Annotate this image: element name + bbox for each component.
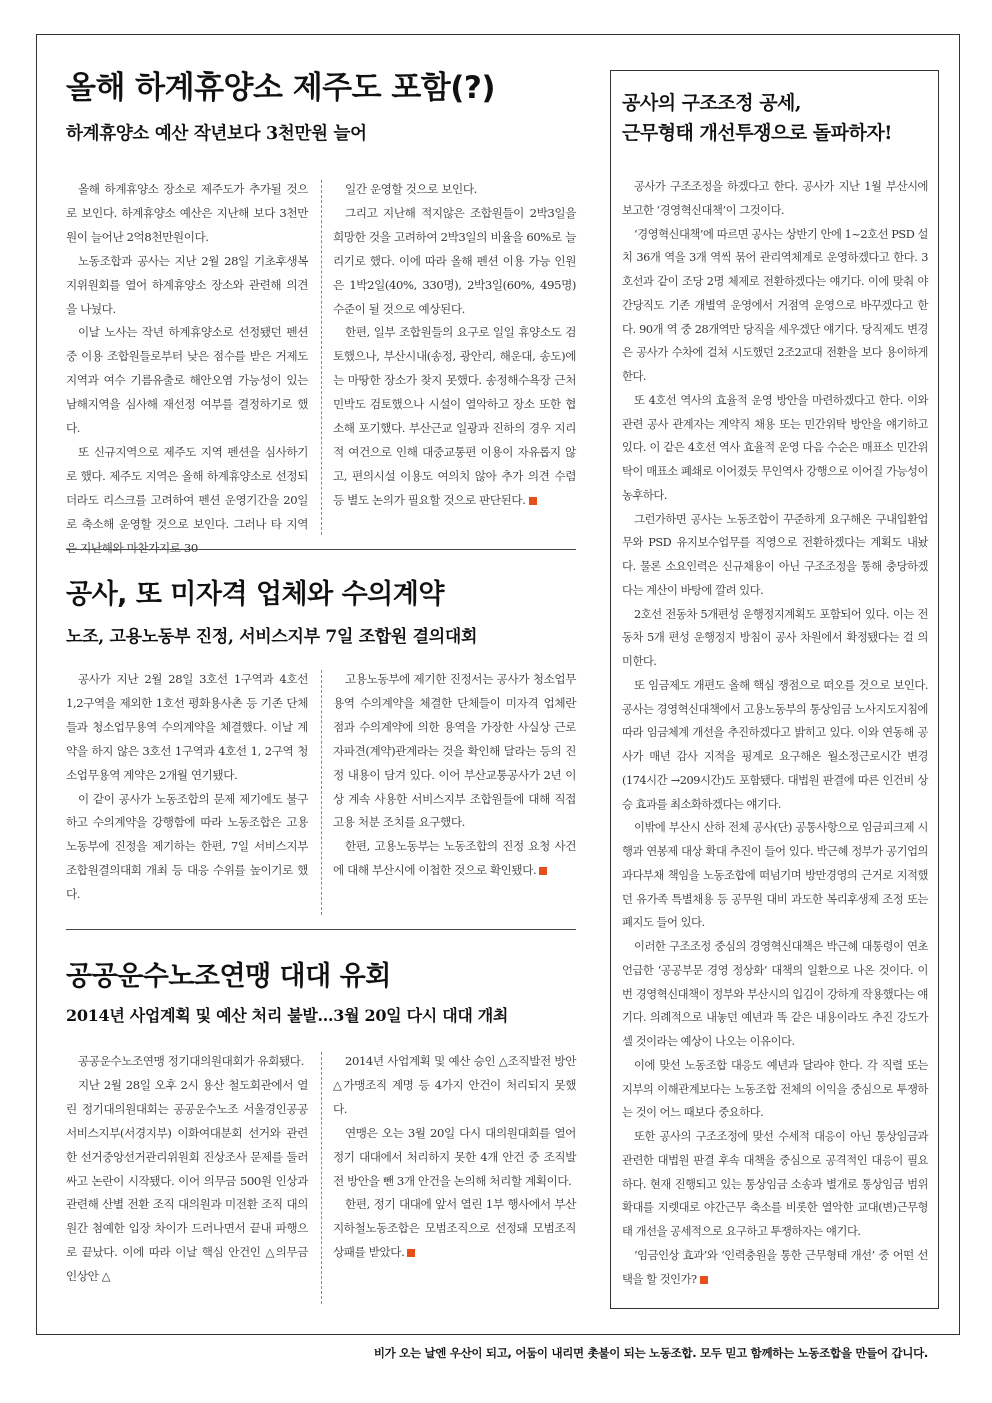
paragraph: 이러한 구조조정 중심의 경영혁신대책은 박근혜 대통령이 연초 언급한 ‘공공부문 경영 정상화’ 대책의 일환으로 나온 것이다. 이번 경영혁신대책이 정부와 부산시의 입김이 강하게 작용했다는 얘기다. 의례적으로 내놓던 예년과 똑 같은 내용이라도 추진 강도가 셀 것이라는 예상이 나오는 이유이다. [622,940,928,1048]
column-divider [321,670,322,915]
paragraph: 그런가하면 공사는 노동조합이 꾸준하게 요구해온 구내입환업무와 PSD 유지보수업무를 직영으로 전환하겠다는 계획도 내놨다. 물론 소요인력은 신규채용이 아닌 구조조정을 통해 충당하겠다는 계산이 바탕에 깔려 있다. [622,512,928,597]
paragraph: 이 같이 공사가 노동조합의 문제 제기에도 불구하고 수의계약을 강행함에 따라 노동조합은 고용노동부에 진정을 제기하는 한편, 7일 서비스지부 조합원결의대회 개최 등 대응 수위를 높이기로 했다. [66,791,308,902]
paragraph: 이날 노사는 작년 하계휴양소로 선정됐던 펜션 중 이용 조합원들로부터 낮은 점수를 받은 거제도 지역과 여수 기름유출로 해안오염 가능성이 있는 남해지역을 심사해 재선정 여부를 결정하기로 했다. [66,325,308,436]
article3-headline: 공공운수노조연맹 대대 유회 [66,961,391,992]
editorial-title-line1: 공사의 구조조정 공세, [622,92,802,114]
section-rule [66,549,576,550]
paragraph: 공공운수노조연맹 정기대의원대회가 유회됐다. [78,1054,304,1068]
end-mark-icon [529,497,537,505]
paragraph: 공사가 구조조정을 하겠다고 한다. 공사가 지난 1월 부산시에 보고한 ‘경영혁신대책’이 그것이다. [622,180,928,217]
article2-column-right [333,668,576,921]
editorial-body [622,175,928,1305]
paragraph: 한편, 일부 조합원들의 요구로 일일 휴양소도 검토했으나, 부산시내(송정, 광안리, 해운대, 송도)에는 마땅한 장소가 찾지 못했다. 송정해수욕장 근처 민박도 검토했으나 시설이 열악하고 장소 또한 협소해 포기했다. 부산근교 일광과 진하의 경우 지리적 여건으로 인해 대중교통편 이용이 자유롭지 않고, 편의시설 이용도 여의치 않아 추가 의견 수렴 등 별도 논의가 필요할 것으로 판단된다. [333,325,576,507]
article1-column-right [333,178,576,540]
paragraph: 노동조합과 공사는 지난 2월 28일 기초후생복지위원회를 열어 하계휴양소 장소와 관련해 의견을 나눴다. [66,253,308,316]
article1-headline: 올해 하계휴양소 제주도 포함(?) [66,70,496,106]
paragraph: ‘임금인상 효과’와 ‘인력충원을 통한 근무형태 개선’ 중 어떤 선택을 할 것인가? [622,1248,928,1286]
paragraph: 또 4호선 역사의 효율적 운영 방안을 마련하겠다고 한다. 이와 관련 공사 관계자는 계약직 채용 또는 민간위탁 방안을 얘기하고 있다. 이 같은 4호선 역사 효율적 운영 다음 수순은 매표소 민간위탁이 매표소 폐쇄로 이어졌듯 무인역사 강행으로 이어질 가능성이 농후하다. [622,393,928,502]
paragraph: 이밖에 부산시 산하 전체 공사(단) 공통사항으로 임금피크제 시행과 연봉제 대상 확대 추진이 들어 있다. 박근혜 정부가 공기업의 과다부채 책임을 노동조합에 떠넘기며 방만경영의 근거로 지적했던 유가족 특별채용 등 공무원 대비 과도한 복리후생제 조정 또는 폐지도 들어 있다. [622,821,928,930]
article2-column-left [66,668,308,921]
paragraph: ‘경영혁신대책’에 따르면 공사는 상반기 안에 1~2호선 PSD 설치 36개 역을 3개 역씩 묶어 관리역체계로 운영하겠다고 한다. 3호선과 같이 조당 2명 체제로 전환하겠다는 얘기다. 이에 맞춰 야간당직도 기존 개별역 운영에서 거점역 운영으로 바꾸겠다고 한다. 90개 역 중 28개역만 당직을 세우겠단 얘기다. 당직제도 변경은 공사가 수차에 걸쳐 시도했던 2조2교대 전환을 보다 용이하게 한다. [622,227,928,383]
paragraph: 또한 공사의 구조조정에 맞선 수세적 대응이 아닌 통상임금과 관련한 대법원 판결 후속 대책을 중심으로 공격적인 대응이 필요하다. 현재 진행되고 있는 통상임금 소송과 별개로 통상임금 범위 확대를 지렛대로 야간근무 축소를 비롯한 열악한 교대(변)근무형태 개선을 공세적으로 요구하고 투쟁하자는 얘기다. [622,1130,928,1238]
paragraph: 한편, 고용노동부는 노동조합의 진정 요청 사건에 대해 부산시에 이첩한 것으로 확인됐다. [333,839,576,878]
article3-subhead: 2014년 사업계획 및 예산 처리 불발…3월 20일 다시 대대 개최 [66,1006,509,1025]
paragraph: 이에 맞선 노동조합 대응도 예년과 달라야 한다. 각 직렬 또는 지부의 이해관계보다는 노동조합 전체의 이익을 중심으로 투쟁하는 것이 어느 때보다 중요하다. [622,1058,928,1120]
article3-column-right [333,1050,576,1310]
article1-column-left [66,178,308,555]
column-divider [321,1052,322,1304]
paragraph: 공사가 지난 2월 28일 3호선 1구역과 4호선 1,2구역을 제외한 1호선 평화용사촌 등 기존 단체들과 청소업무용역 수의계약을 체결했다. 이날 계약을 하지 않은 3호선 1구역과 4호선 1, 2구역 청소업무용역 계약은 2개월 연기됐다. [66,672,308,782]
paragraph: 올해 하계휴양소 장소로 제주도가 추가될 것으로 보인다. 하계휴양소 예산은 지난해 보다 3천만원이 늘어난 2억8천만원이다. [66,182,308,244]
paragraph: 2014년 사업계획 및 예산 승인 △조직발전 방안 △가맹조직 계명 등 4가지 안건이 처리되지 못했다. [333,1054,576,1116]
end-mark-icon [407,1249,415,1257]
paragraph: 고용노동부에 제기한 진정서는 공사가 청소업무용역 수의계약을 체결한 단체들이 미자격 업체란 점과 수의계약에 의한 용역을 가장한 사실상 근로자파견(계약)관계라는 것을 확인해 달라는 등의 진정 내용이 담겨 있다. 이어 부산교통공사가 2년 이상 계속 사용한 서비스지부 조합원들에 대해 직접 고용 처분 조치를 요구했다. [333,672,576,830]
article1-subhead: 하계휴양소 예산 작년보다 3천만원 늘어 [66,124,367,144]
paragraph: 일간 운영할 것으로 보인다. [345,182,477,196]
paragraph: 2호선 전동차 5개편성 운행정지계획도 포함되어 있다. 이는 전동차 5개 편성 운행정지 방침이 공사 차원에서 확정됐다는 걸 의미한다. [622,607,928,668]
end-mark-icon [700,1276,708,1284]
article2-headline: 공사, 또 미자격 업체와 수의계약 [66,579,444,610]
section-rule [66,929,576,930]
paragraph: 지난 2월 28일 오후 2시 용산 철도회관에서 열린 정기대의원대회는 공공운수노조 서울경인공공서비스지부(서경지부) 이화여대분회 선거와 관련한 선거중앙선거관리위원회 진상조사 문제를 둘러싸고 논란이 시작됐다. 이어 의무금 500원 인상과 관련해 산별 전환 조직 대의원과 미전환 조직 대의원간 첨예한 입장 차이가 드러나면서 끝내 파행으로 끝났다. 이에 따라 이날 핵심 안건인 △의무금 인상안 △ [66,1077,308,1284]
paragraph: 연맹은 오는 3월 20일 다시 대의원대회를 열어 정기 대대에서 처리하지 못한 4개 안건 중 조직발전 방안을 뺀 3개 안건을 논의해 처리할 계획이다. [333,1125,576,1188]
editorial-title-line2: 근무형태 개선투쟁으로 돌파하자! [622,122,893,144]
paragraph: 또 신규지역으로 제주도 지역 펜션을 심사하기로 했다. 제주도 지역은 올해 하계휴양소로 선정되더라도 리스크를 고려하여 펜션 운영기간을 20일로 축소해 운영할 것으로 보인다. 그러나 타 지역은 지난해와 마찬가지로 30 [66,444,308,555]
paragraph: 또 임금제도 개편도 올해 핵심 쟁점으로 떠오를 것으로 보인다. 공사는 경영혁신대책에서 고용노동부의 통상임금 노사지도지침에 따라 임금체계 개선을 추진하겠다고 밝히고 있다. 이와 연동해 공사가 매년 감사 지적을 핑계로 요구해온 월소정근로시간 변경(174시간 →209시간)도 포함됐다. 대법원 판결에 따른 인건비 상승 효과를 최소화하겠다는 얘기다. [622,678,928,811]
column-divider [321,180,322,535]
article2-subhead: 노조, 고용노동부 진정, 서비스지부 7일 조합원 결의대회 [66,627,478,647]
end-mark-icon [539,867,547,875]
paragraph: 한편, 정기 대대에 앞서 열린 1부 행사에서 부산지하철노동조합은 모범조직으로 선정돼 모범조직 상패를 받았다. [333,1197,576,1260]
footer-slogan: 비가 오는 날엔 우산이 되고, 어둠이 내리면 촛불이 되는 노동조합. 모두 믿고 함께하는 노동조합을 만들어 갑니다. [373,1346,928,1360]
article3-column-left [66,1050,308,1310]
paragraph: 그리고 지난해 적지않은 조합원들이 2박3일을 희망한 것을 고려하여 2박3일의 비율을 60%로 늘리기로 했다. 이에 따라 올해 펜션 이용 가능 인원은 1박2일(40%, 330명), 2박3일(60%, 495명) 수준이 될 것으로 예상된다. [333,205,576,316]
